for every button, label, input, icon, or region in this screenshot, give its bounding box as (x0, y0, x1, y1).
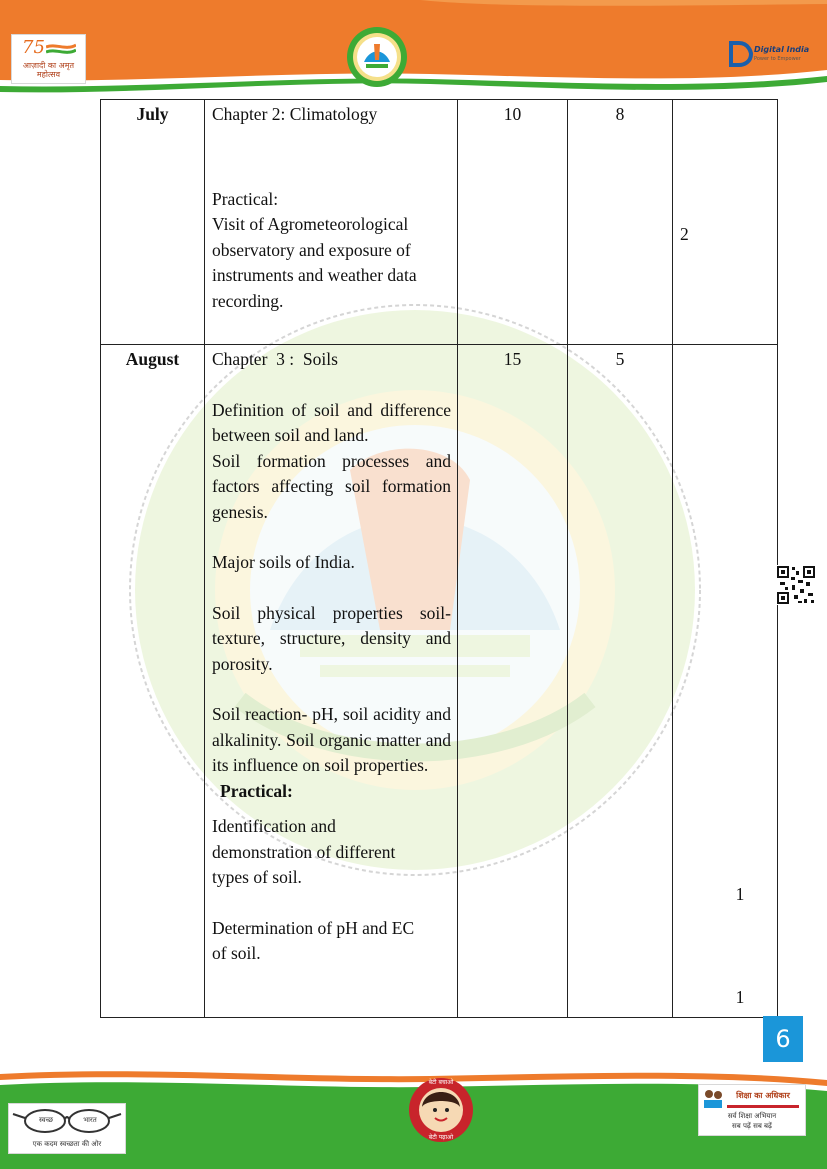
beti-padhao-text: बेटी पढ़ाओ (428, 1134, 454, 1141)
theory-periods-cell (458, 345, 568, 1018)
digital-india-title: Digital India (754, 45, 810, 54)
gandhi-glasses-icon (9, 1106, 125, 1136)
rte-line-1: सर्व शिक्षा अभियान (727, 1112, 777, 1120)
table-row-july (101, 100, 778, 345)
content-cell (205, 345, 458, 1018)
beti-bachao-text: बेटी बचाओ (428, 1079, 454, 1086)
swachh-bharat-logo (8, 1103, 126, 1154)
right-to-education-logo (698, 1084, 806, 1136)
beti-bachao-beti-padhao-logo (408, 1077, 474, 1143)
chapter-title: Chapter 2: Climatology (212, 104, 378, 124)
bharat-word: भारत (83, 1116, 97, 1124)
practical-count-cell (673, 345, 778, 1018)
practical-count-cell (673, 100, 778, 345)
topic-item: Definition of soil and difference between soil and land. (212, 399, 451, 445)
theory-periods: 15 (503, 349, 522, 369)
practical-periods: 5 (615, 349, 625, 369)
azadi-ka-amrit-mahotsav-logo (11, 34, 86, 84)
content-cell (205, 100, 458, 345)
table-row-august (101, 345, 778, 1018)
practical-heading: Practical: (212, 188, 279, 209)
rte-line-2: सब पढ़ें सब बढ़ें (732, 1122, 772, 1130)
page-number-badge: 6 (763, 1016, 803, 1062)
digital-india-logo (727, 40, 817, 72)
digital-india-tagline: Power to Empower (754, 56, 801, 62)
swachh-word: स्वच्छ (38, 1116, 54, 1124)
month-label: July (136, 104, 169, 124)
practical-item: Determination of pH and EC of soil. (212, 917, 415, 963)
practical-count: 2 (680, 224, 689, 244)
azadi-75-mark: 75 (22, 37, 45, 58)
chapter-title: Chapter 3 : Soils (212, 349, 338, 369)
rte-title: शिक्षा का अधिकार (736, 1091, 790, 1100)
practical-count: 1 (735, 986, 745, 1007)
qr-code-icon[interactable] (776, 565, 816, 605)
practical-item: Identification and demonstration of different types of soil. (212, 816, 396, 887)
practical-periods-cell (568, 100, 673, 345)
azadi-logo-text: आज़ादी का अमृत महोत्सव (22, 61, 75, 79)
topic-item: Soil reaction- pH, soil acidity and alkalinity. Soil organic matter and its influence on soil properties. (212, 704, 451, 775)
practical-periods: 8 (615, 104, 625, 124)
header-band (0, 0, 827, 110)
theory-periods: 10 (503, 104, 522, 124)
practical-text: Visit of Agrometeorological observatory and exposure of instruments and weather data recording. (212, 214, 417, 311)
topic-item: Soil physical properties soil-texture, structure, density and porosity. (212, 602, 451, 674)
month-cell (101, 100, 205, 345)
swachh-tagline: एक कदम स्वच्छता की ओर (32, 1140, 102, 1148)
theory-periods-cell (458, 100, 568, 345)
topic-item: Major soils of India. (212, 552, 355, 572)
month-label: August (125, 349, 180, 369)
topic-item: Soil formation processes and factors affecting soil formation genesis. (212, 450, 451, 522)
syllabus-table (100, 99, 778, 1018)
practical-count: 1 (735, 884, 745, 904)
practical-heading: Practical: (220, 780, 293, 801)
haryana-school-board-emblem-icon (346, 26, 408, 88)
month-cell (101, 345, 205, 1018)
flag-swoosh-icon (46, 43, 76, 57)
digital-india-d-icon (727, 40, 753, 68)
practical-periods-cell (568, 345, 673, 1018)
children-reading-icon (702, 1088, 724, 1112)
